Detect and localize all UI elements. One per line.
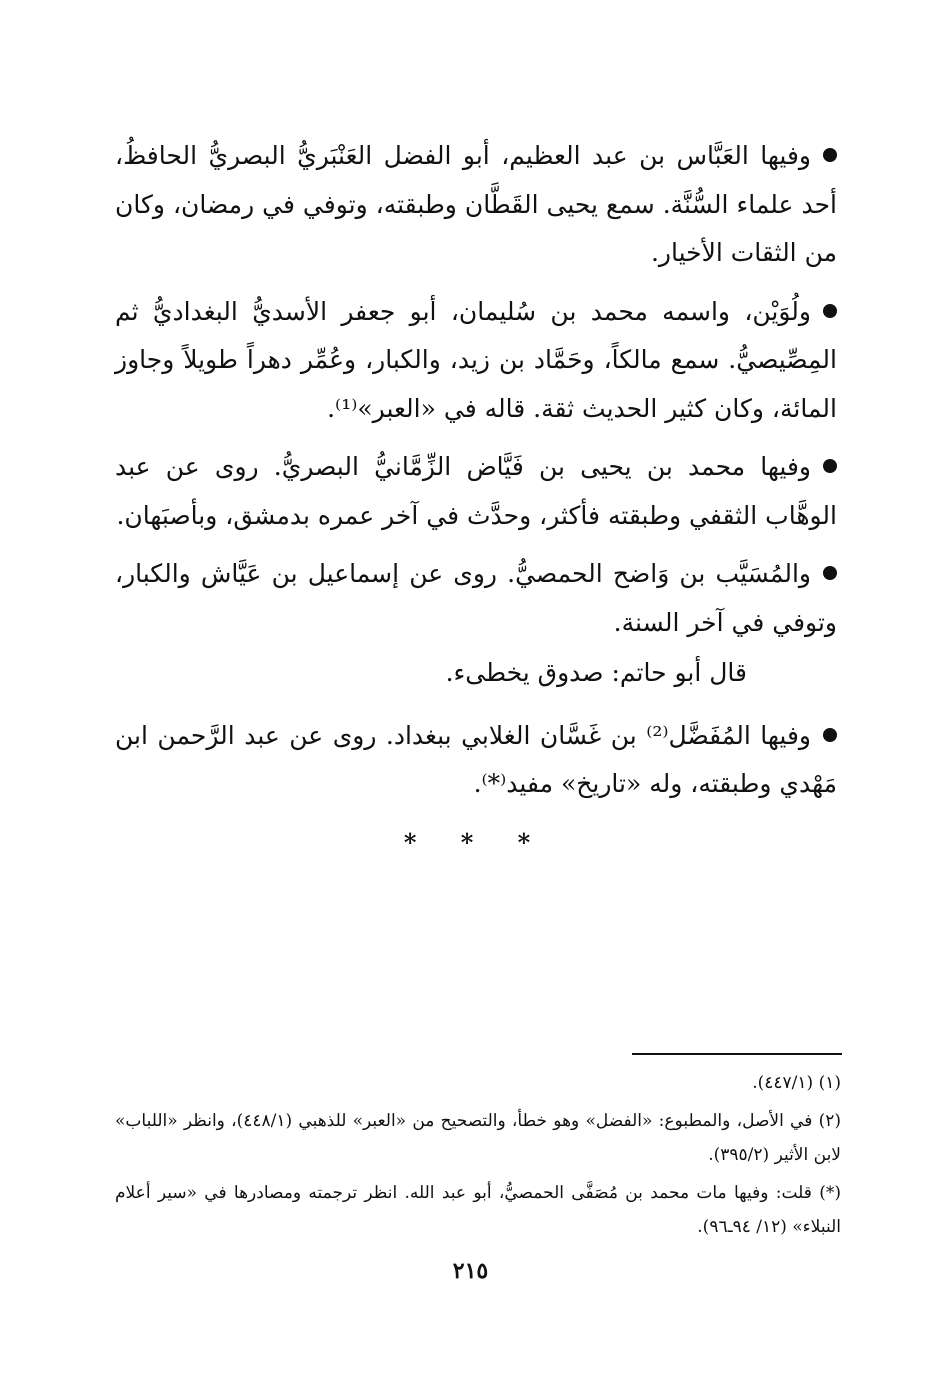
entry-paragraph (115, 288, 837, 434)
entry-paragraph (115, 712, 837, 809)
bullet-icon (823, 304, 837, 318)
entry-text: والمُسَيَّب بن وَاضح الحمصيُّ. روى عن إسماعيل بن عَيَّاش والكبار، وتوفي في آخر السنة. (115, 559, 837, 637)
entry-text: وفيها العَبَّاس بن عبد العظيم، أبو الفضل العَنْبَريُّ البصريُّ الحافظُ، أحد علماء السُّنَّة. سمع يحيى القَطَّان وطبقته، وتوفي في رمضان، وكان من الثقات الأخيار. (115, 141, 838, 267)
footnote: (٢) في الأصل، والمطبوع: «الفضل» وهو خطأ، والتصحيح من «العبر» للذهبي (٤٤٨/١)، وانظر «اللباب» لابن الأثير (٣٩٥/٢). (115, 1111, 842, 1165)
footnote: (*) قلت: وفيها مات محمد بن مُصَفَّى الحمصيُّ، أبو عبد الله. انظر ترجمته ومصادرها في «سير أعلام النبلاء» (١٢/ ٩٤ـ٩٦). (115, 1183, 841, 1237)
entry-text: وفيها المُفَضَّل⁽²⁾ بن غَسَّان الغلابي ببغداد. روى عن عبد الرَّحمن ابن مَهْدي وطبقته، وله «تاريخ» مفيد⁽*⁾. (115, 720, 837, 798)
section-separator: * * * (403, 827, 549, 857)
entry-text: ولُوَيْن، واسمه محمد بن سُليمان، أبو جعفر الأسديُّ البغداديُّ ثم المِصِّيصيُّ. سمع مالكاً، وحَمَّاد بن زيد، والكبار، وعُمِّر دهراً طويلاً وجاوز المائة، وكان كثير الحديث ثقة. قاله في «العبر»⁽¹⁾. (115, 296, 837, 423)
bullet-icon (823, 459, 837, 473)
quoted-note: قال أبو حاتم: صدوق يخطىء. (445, 658, 747, 687)
footnotes-block (115, 1066, 841, 1248)
main-text-block (115, 132, 837, 867)
footnote: (١) (٤٤٧/١). (752, 1073, 841, 1093)
footnote-divider (632, 1053, 842, 1055)
bullet-icon (823, 148, 837, 162)
entry-paragraph (115, 550, 837, 647)
entry-paragraph (115, 132, 837, 278)
bullet-icon (823, 728, 837, 742)
bullet-icon (823, 566, 837, 580)
entry-text: وفيها محمد بن يحيى بن فَيَّاض الزِّمَّانيُّ البصريُّ. روى عن عبد الوهَّاب الثقفي وطبقته فأكثر، وحدَّث في آخر عمره بدمشق، وبأصبَهان. (115, 452, 837, 530)
page-number: ٢١٥ (452, 1258, 489, 1284)
entry-paragraph (115, 443, 837, 540)
